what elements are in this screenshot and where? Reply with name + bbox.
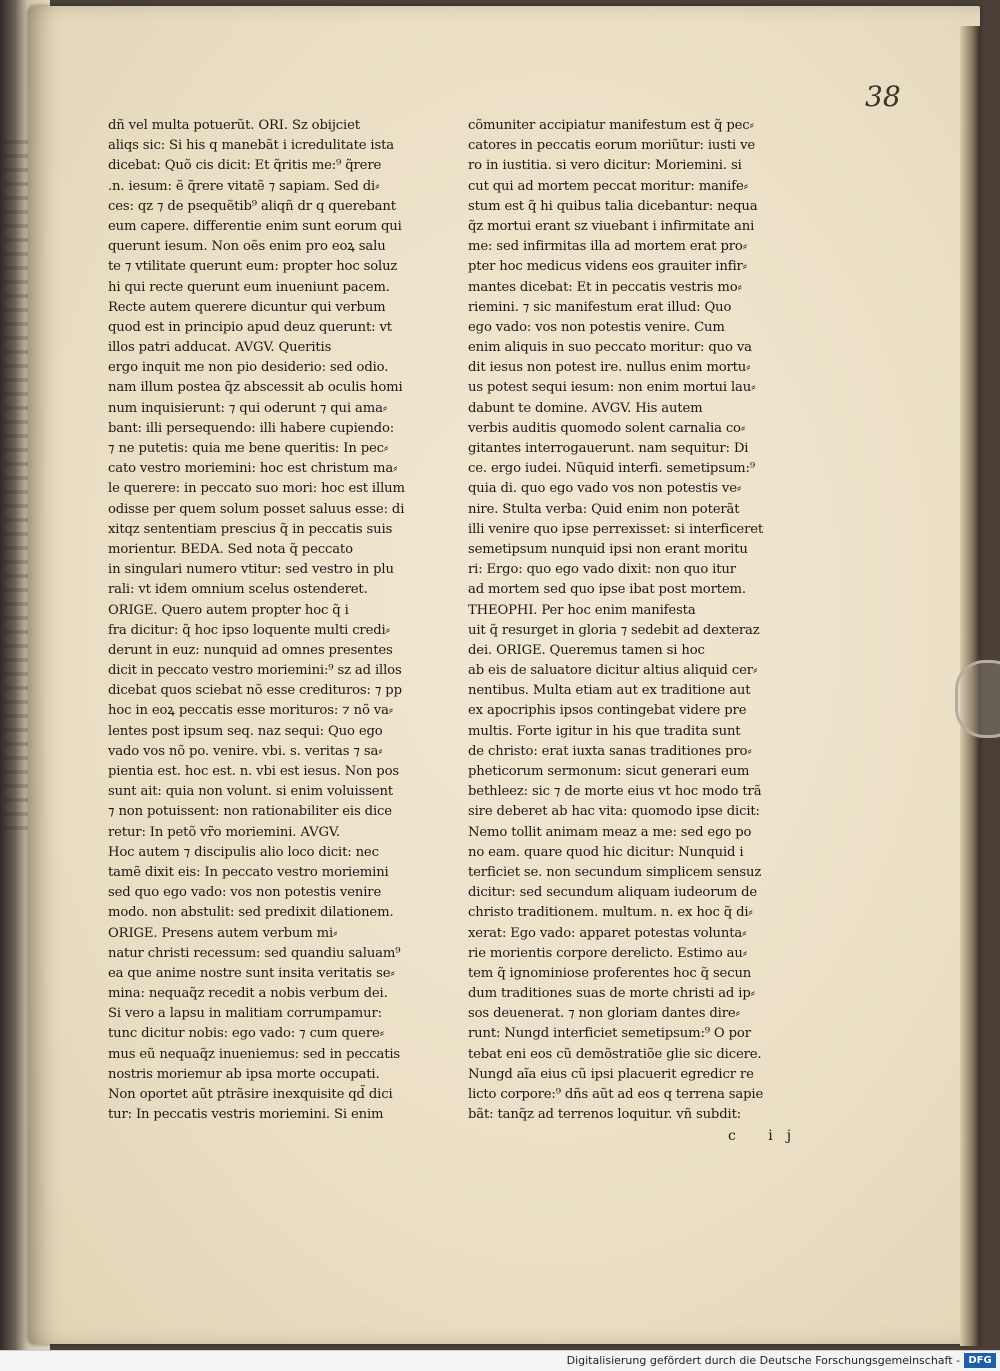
page-clip xyxy=(955,660,1000,738)
text-line: bant: illi persequendo: illi habere cupiendo: xyxy=(108,420,395,436)
text-line: licto corpore:⁹ dñs aũt ad eos q terrena sapie xyxy=(468,1087,764,1102)
text-line: terficiet se. non secundum simplicem sensuz xyxy=(468,864,762,880)
text-line: aliqs sic: Si his q manebãt i icredulitate ista xyxy=(108,138,394,154)
text-line: sunt ait: quia non volunt. si enim voluissent xyxy=(108,784,393,800)
text-line: quia di. quo ego vado vos non potestis ve⸗ xyxy=(468,481,742,497)
text-line: pter hoc medicus videns eos grauiter infir⸗ xyxy=(468,259,747,275)
text-line: ex apocriphis ipsos contingebat videre pre xyxy=(468,703,747,719)
text-line: verbis auditis quomodo solent carnalia co⸗ xyxy=(468,420,746,436)
text-line: runt: Nungd interficiet semetipsum:⁹ O por xyxy=(468,1026,751,1042)
text-line: modo. non abstulit: sed predixit dilationem. xyxy=(108,905,394,921)
text-line: quod est in principio apud deuz querunt: vt xyxy=(108,319,392,335)
text-line: ⁊ ne putetis: quia me bene queritis: In pec⸗ xyxy=(108,441,389,456)
text-line: .n. iesum: ẽ q̃rere vitatẽ ⁊ sapiam. Sed di⸗ xyxy=(108,178,380,194)
text-line: retur: In petõ vr̃o moriemini. AVGV. xyxy=(108,824,340,840)
text-line: num inquisierunt: ⁊ qui oderunt ⁊ qui ama⸗ xyxy=(108,400,388,416)
text-line: cõmuniter accipiatur manifestum est q̃ pec⸗ xyxy=(468,118,754,133)
text-line: cato vestro moriemini: hoc est christum ma⸗ xyxy=(108,461,398,477)
text-line: de christo: erat iuxta sanas traditiones pro⸗ xyxy=(468,743,752,759)
text-line: fra dicitur: q̃ hoc ipso loquente multi credi⸗ xyxy=(108,622,390,638)
text-line: catores in peccatis eorum moriũtur: iusti ve xyxy=(468,138,756,154)
text-line: ea que anime nostre sunt insita veritatis se⸗ xyxy=(108,965,395,981)
text-line: illos patri adducat. AVGV. Queritis xyxy=(108,340,332,356)
text-line: nostris moriemur ab ipsa morte occupati. xyxy=(108,1066,380,1082)
text-line: sire deberet ab hac vita: quomodo ipse dicit: xyxy=(468,804,760,820)
text-line: mus eũ nequaq̃z inueniemus: sed in peccatis xyxy=(108,1046,401,1062)
funding-notice: Digitalisierung gefördert durch die Deutsche Forschungsgemeinschaft - xyxy=(566,1354,960,1367)
text-line: hoc in eoꝝ peccatis esse morituros: ⁊ nõ va⸗ xyxy=(108,703,394,719)
text-line: querunt iesum. Non oẽs enim pro eoꝝ salu xyxy=(108,239,386,255)
text-line: bãt: tanq̃z ad terrenos loquitur. vñ subdit: xyxy=(468,1107,742,1123)
text-line: rie morientis corpore derelicto. Estimo au⸗ xyxy=(468,945,747,961)
text-line: ORIGE. Quero autem propter hoc q̃ i xyxy=(108,602,349,618)
text-line: ego vado: vos non potestis venire. Cum xyxy=(468,319,725,335)
text-line: odisse per quem solum posset saluus esse: di xyxy=(108,501,405,517)
text-line: dit iesus non potest ire. nullus enim mortu⸗ xyxy=(468,360,751,376)
text-line: in singulari numero vtitur: sed vestro in plu xyxy=(108,562,394,578)
text-line: Hoc autem ⁊ discipulis alio loco dicit: nec xyxy=(108,844,379,860)
text-line: ces: qz ⁊ de psequẽtib⁹ aliqñ dr q querebant xyxy=(108,198,396,214)
text-line: sed quo ego vado: vos non potestis venire xyxy=(108,885,382,901)
text-line: mantes dicebat: Et in peccatis vestris mo⸗ xyxy=(468,279,742,295)
text-line: dei. ORIGE. Queremus tamen si hoc xyxy=(468,642,705,658)
folio-number: 38 xyxy=(865,80,901,113)
text-line: ergo inquit me non pio desiderio: sed odio. xyxy=(108,360,389,376)
text-line: mina: nequaq̃z recedit a nobis verbum dei. xyxy=(108,986,388,1002)
text-line: dñ vel multa potuerũt. ORI. Sz obijciet xyxy=(108,118,360,133)
text-line: ⁊ non potuissent: non rationabiliter eis dice xyxy=(108,804,392,820)
dfg-logo: DFG xyxy=(964,1353,996,1368)
signature-mark: c ij xyxy=(728,1128,806,1144)
text-line: eum capere. differentie enim sunt eorum qui xyxy=(108,218,402,234)
text-line: q̃z mortui erant sz viuebant i infirmitate ani xyxy=(468,218,755,234)
text-line: lentes post ipsum seq. naz sequi: Quo ego xyxy=(108,723,383,739)
text-line: nire. Stulta verba: Quid enim non poterãt xyxy=(468,501,740,517)
text-line: uit q̃ resurget in gloria ⁊ sedebit ad dexteraz xyxy=(468,622,760,638)
text-line: sos deuenerat. ⁊ non gloriam dantes dire⸗ xyxy=(468,1006,740,1022)
text-line: dicitur: sed secundum aliquam iudeorum de xyxy=(468,885,758,901)
text-line: semetipsum nunquid ipsi non erant moritu xyxy=(468,541,748,557)
text-line: stum est q̃ hi quibus talia dicebantur: nequa xyxy=(468,198,758,214)
text-line: le querere: in peccato suo mori: hoc est illum xyxy=(108,481,405,497)
text-line: derunt in euz: nunquid ad omnes presentes xyxy=(108,642,393,658)
text-line: Nungd aĩa eius cũ ipsi placuerit egredicr re xyxy=(468,1066,754,1082)
text-line: ORIGE. Presens autem verbum mi⸗ xyxy=(108,925,338,941)
text-line: Non oportet aũt ptrãsire inexquisite qd̃ dici xyxy=(108,1087,393,1102)
text-line: riemini. ⁊ sic manifestum erat illud: Quo xyxy=(468,299,732,315)
text-line: multis. Forte igitur in his que tradita sunt xyxy=(468,723,741,739)
text-line: ce. ergo iudei. Nũquid interfi. semetipsum:⁹ xyxy=(468,461,755,477)
text-line: natur christi recessum: sed quandiu saluam⁹ xyxy=(108,945,401,961)
text-line: illi venire quo ipse perrexisset: si interficeret xyxy=(468,521,764,537)
text-line: ro in iustitia. si vero dicitur: Moriemini. si xyxy=(468,158,742,174)
text-line: me: sed infirmitas illa ad mortem erat pro⸗ xyxy=(468,239,747,255)
text-line: bethleez: sic ⁊ de morte eius vt hoc modo trã xyxy=(468,784,762,800)
text-line: cut qui ad mortem peccat moritur: manife⸗ xyxy=(468,178,748,194)
text-line: hi qui recte querunt eum inueniunt pacem. xyxy=(108,279,390,295)
text-line: Si vero a lapsu in malitiam corrumpamur: xyxy=(108,1006,382,1022)
text-line: dicebat quos sciebat nõ esse credituros: ⁊ pp xyxy=(108,683,402,699)
text-line: ad mortem sed quo ipse ibat post mortem. xyxy=(468,582,746,598)
text-line: tur: In peccatis vestris moriemini. Si enim xyxy=(108,1107,384,1123)
text-line: xerat: Ego vado: apparet potestas volunta⸗ xyxy=(468,925,747,941)
text-line: dicit in peccato vestro moriemini:⁹ sz ad illos xyxy=(108,663,402,679)
left-text-column xyxy=(108,116,444,1125)
text-line: pheticorum sermonum: sicut generari eum xyxy=(468,764,750,779)
text-line: Recte autem querere dicuntur qui verbum xyxy=(108,299,386,315)
text-line: dabunt te domine. AVGV. His autem xyxy=(468,400,703,416)
text-line: rali: vt idem omnium scelus ostenderet. xyxy=(108,582,368,598)
text-line: Nemo tollit animam meaz a me: sed ego po xyxy=(468,824,752,840)
text-line: tebat eni eos cũ demõstratiõe glie sic dicere. xyxy=(468,1046,762,1062)
text-line: dicebat: Quõ cis dicit: Et q̃ritis me:⁹ q̃rere xyxy=(108,158,382,174)
text-line: enim aliquis in suo peccato moritur: quo va xyxy=(468,340,752,356)
text-line: te ⁊ vtilitate querunt eum: propter hoc soluz xyxy=(108,259,398,275)
text-line: us potest sequi iesum: non enim mortui lau⸗ xyxy=(468,380,756,396)
text-line: christo traditionem. multum. n. ex hoc q̃ di⸗ xyxy=(468,905,753,921)
text-line: ab eis de saluatore dicitur altius aliquid cer⸗ xyxy=(468,663,758,679)
text-line: morientur. BEDA. Sed nota q̃ peccato xyxy=(108,541,353,557)
text-line: vado vos nõ po. venire. vbi. s. veritas ⁊ sa⸗ xyxy=(108,743,383,759)
text-line: xitqz sententiam prescius q̃ in peccatis suis xyxy=(108,521,393,537)
footer-bar xyxy=(0,1350,1000,1371)
text-line: dum traditiones suas de morte christi ad ip⸗ xyxy=(468,986,755,1002)
right-text-column xyxy=(468,116,802,1125)
text-line: tunc dicitur nobis: ego vado: ⁊ cum quere⸗ xyxy=(108,1026,384,1042)
text-line: nam illum postea q̃z abscessit ab oculis homi xyxy=(108,380,403,396)
text-line: tem q̃ ignominiose proferentes hoc q̃ secun xyxy=(468,965,752,981)
text-line: tamẽ dixit eis: In peccato vestro moriemini xyxy=(108,864,389,880)
text-line: gitantes interrogauerunt. nam sequitur: Di xyxy=(468,441,749,456)
text-line: THEOPHI. Per hoc enim manifesta xyxy=(468,602,696,618)
text-line: pientia est. hoc est. n. vbi est iesus. Non pos xyxy=(108,764,399,779)
text-line: nentibus. Multa etiam aut ex traditione aut xyxy=(468,683,751,699)
text-line: ri: Ergo: quo ego vado dixit: non quo itur xyxy=(468,562,736,578)
text-line: no eam. quare quod hic dicitur: Nunquid i xyxy=(468,844,744,860)
